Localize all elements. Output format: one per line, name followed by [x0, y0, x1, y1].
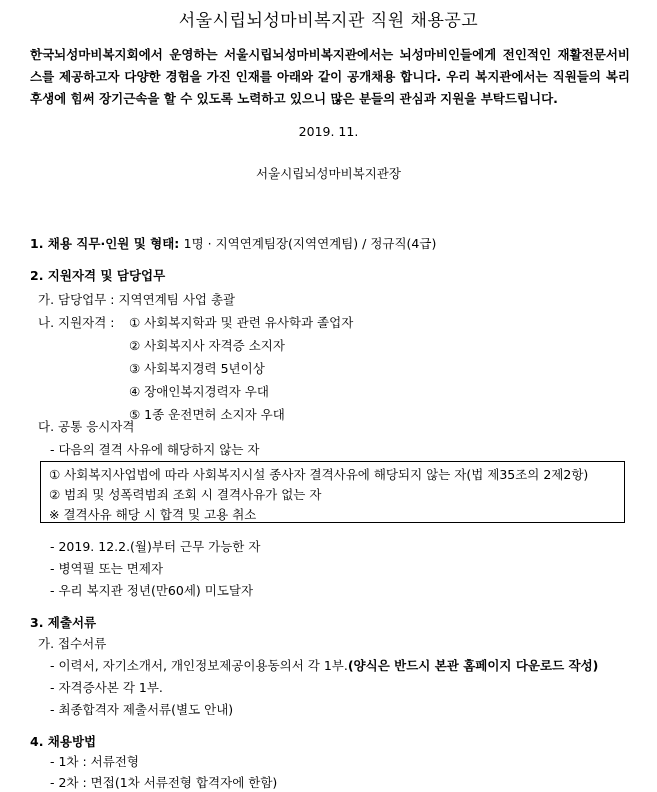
- box-line: ② 범죄 및 성폭력범죄 조회 시 결격사유가 없는 자: [49, 487, 322, 502]
- qual-item: ⑤ 1종 운전면허 소지자 우대: [129, 407, 285, 422]
- common-subline: - 다음의 결격 사유에 해당하지 않는 자: [50, 442, 260, 457]
- qual-item: ① 사회복지학과 및 관련 유사학과 졸업자: [129, 315, 354, 330]
- qual-item: ② 사회복지사 자격증 소지자: [129, 338, 285, 353]
- box-line: ※ 결격사유 해당 시 합격 및 고용 취소: [49, 507, 257, 522]
- documents-item: - 자격증사본 각 1부.: [50, 680, 163, 695]
- qual-label: 나. 지원자격 :: [38, 315, 115, 330]
- extra-qual-item: - 우리 복지관 정년(만60세) 미도달자: [50, 583, 254, 598]
- extra-qual-item: - 병역필 또는 면제자: [50, 561, 164, 576]
- section-1-heading: 1. 채용 직무·인원 및 형태:: [30, 236, 184, 251]
- method-item: - 2차 : 면접(1차 서류전형 합격자에 한함): [50, 775, 278, 790]
- documents-subheading: 가. 접수서류: [38, 636, 107, 651]
- signer: 서울시립뇌성마비복지관장: [256, 166, 401, 181]
- qual-item: ④ 장애인복지경력자 우대: [129, 384, 269, 399]
- section-2-heading: 2. 지원자격 및 담당업무: [30, 268, 166, 283]
- documents-item-note: (양식은 반드시 본관 홈페이지 다운로드 작성): [347, 658, 599, 673]
- page-title: 서울시립뇌성마비복지관 직원 채용공고: [178, 11, 479, 31]
- announcement-date: 2019. 11.: [298, 124, 359, 139]
- section-3-heading: 3. 제출서류: [30, 615, 97, 630]
- documents-item-text: - 이력서, 자기소개서, 개인정보제공이용동의서 각 1부.: [50, 658, 348, 673]
- documents-item: - 최종합격자 제출서류(별도 안내): [50, 702, 234, 717]
- documents-item: [50, 656, 598, 674]
- section-1-text: 1명 · 지역연계팀장(지역연계팀) / 정규직(4급): [183, 236, 437, 251]
- common-heading: 다. 공통 응시자격: [38, 419, 135, 434]
- intro-paragraph: 한국뇌성마비복지회에서 운영하는 서울시립뇌성마비복지관에서는 뇌성마비인들에게 전인적인 재활전문서비스를 제공하고자 다양한 경험을 가진 인재를 아래와 같이 공개채용 합니다. 우리 복지관에서는 직원들의 복리후생에 힘써 장기근속을 할 수 있도록 노력하고 있으니 많은 분들의 관심과 지원을 부탁드립니다.: [30, 47, 630, 106]
- section-1: [30, 234, 436, 252]
- extra-qual-item: - 2019. 12.2.(월)부터 근무 가능한 자: [50, 539, 261, 554]
- qual-item: ③ 사회복지경력 5년이상: [129, 361, 265, 376]
- section-4-heading: 4. 채용방법: [30, 734, 97, 749]
- box-line: ① 사회복지사업법에 따라 사회복지시설 종사자 결격사유에 해당되지 않는 자(법 제35조의 2제2항): [49, 467, 589, 482]
- method-item: - 1차 : 서류전형: [50, 754, 139, 769]
- disqualification-box: [40, 461, 625, 523]
- duty-line: 가. 담당업무 : 지역연계팀 사업 총괄: [38, 292, 236, 307]
